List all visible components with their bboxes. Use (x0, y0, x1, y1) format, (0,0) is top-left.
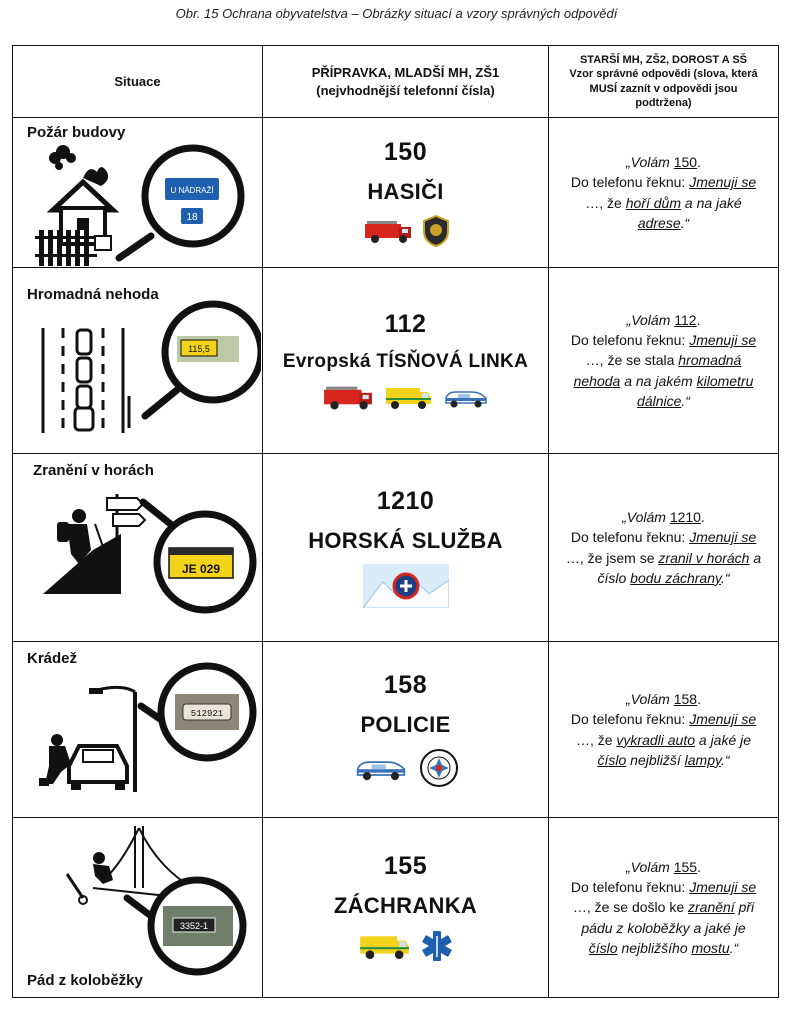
answer-underlined: dálnice (637, 392, 682, 409)
answer-text: „Volám (626, 153, 674, 170)
answer-text: nejbližší (626, 751, 685, 768)
firefighter-badge-icon (423, 215, 449, 247)
header-numbers-line1: PŘÍPRAVKA, MLADŠÍ MH, ZŠ1 (311, 64, 500, 80)
situation-title: Pád z koloběžky (27, 972, 143, 989)
answer-underlined: zranil v horách (658, 549, 750, 566)
header-answers-line3: MUSÍ zaznít v odpovědi jsou (589, 82, 738, 95)
ambulance-icon (384, 383, 432, 411)
answer-text: .“ (720, 569, 730, 586)
service-name: Evropská TÍSŇOVÁ LINKA (282, 351, 529, 372)
situation-title: Zranění v horách (33, 462, 154, 479)
table-row (13, 454, 779, 642)
answer-underlined: lampy (684, 751, 721, 768)
service-icons (263, 564, 548, 608)
answer-cell (549, 268, 779, 454)
answer-text: …, že se došlo ke (572, 899, 688, 916)
answer-text: …, že jsem se (565, 549, 659, 566)
fire-truck-icon (322, 383, 374, 411)
number-cell (263, 118, 549, 268)
car-theft-illustration (13, 642, 261, 816)
answer-underlined: číslo (597, 751, 627, 768)
fire-truck-icon (363, 218, 413, 244)
table-row (13, 818, 779, 998)
answer-underlined: bodu záchrany (630, 569, 721, 586)
lamp-number-text: 512921 (190, 709, 224, 719)
answer-text: .“ (729, 939, 739, 956)
mountain-rescue-logo-icon (363, 564, 449, 608)
caption-rest: – Obrázky situací a vzory správných odpovědí (347, 6, 618, 21)
answer-underlined: nehoda (573, 372, 621, 389)
answer-text: při (734, 899, 755, 916)
header-numbers-line2: (nejvhodnější telefonní čísla) (316, 82, 495, 98)
answer-underlined: zranění (688, 899, 735, 916)
header-answers-line1: STARŠÍ MH, ZŠ2, DOROST A SŠ (579, 53, 748, 66)
answer-text: „Volám (626, 311, 675, 328)
header-numbers (263, 46, 549, 118)
header-answers-line4: podtržena) (635, 96, 692, 109)
answer-text: a na jakém (620, 372, 697, 389)
answer-text: …, že se stala (585, 352, 679, 369)
answer-text: . (696, 311, 701, 328)
emergency-number: 1210 (376, 487, 435, 515)
service-name: HASIČI (367, 179, 444, 204)
answer-text: Do telefonu řeknu: (570, 174, 690, 191)
answer-underlined: Jmenuji se (689, 332, 757, 349)
table-row (13, 642, 779, 818)
header-answers (549, 46, 779, 118)
scooter-fall-illustration (13, 818, 261, 996)
answer-cell (549, 642, 779, 818)
caption-prefix: Obr. 15 Ochrana obyvatelstva (175, 6, 348, 21)
ambulance-icon (358, 931, 410, 961)
rescue-point-text: JE 029 (181, 562, 221, 576)
answer-text: „Volám (626, 690, 674, 707)
situation-cell (13, 454, 263, 642)
table-row (13, 118, 779, 268)
answer-cell (549, 818, 779, 998)
answer-text: …, že (585, 194, 626, 211)
highway-crash-illustration (13, 268, 261, 452)
answer-cell (549, 118, 779, 268)
service-name: HORSKÁ SLUŽBA (308, 528, 503, 553)
answer-underlined: adrese (637, 214, 681, 231)
emergency-number: 150 (383, 138, 428, 166)
emergency-number: 112 (384, 310, 427, 338)
service-name: POLICIE (360, 712, 451, 737)
answer-text: . (697, 858, 701, 875)
figure-caption (0, 6, 793, 21)
answer-underlined: Jmenuji se (689, 529, 757, 546)
answer-text: Do telefonu řeknu: (570, 879, 690, 896)
situation-title: Krádež (27, 650, 78, 667)
house-number-text: 18 (186, 212, 198, 223)
answer-text: nejbližšího (617, 939, 692, 956)
police-car-icon (353, 754, 409, 782)
header-answers-line2: Vzor správné odpovědi (slova, která (569, 68, 758, 81)
kilometer-sign-text: 115,5 (188, 344, 210, 354)
answer-text: . (697, 153, 701, 170)
situation-cell (13, 818, 263, 998)
emergency-number: 155 (383, 852, 428, 880)
police-badge-icon (419, 748, 459, 788)
answer-underlined: 155 (673, 858, 698, 875)
service-icons (263, 929, 548, 963)
answer-text: číslo (597, 569, 631, 586)
answer-text: …, že (575, 731, 617, 748)
answer-underlined: 112 (674, 311, 697, 328)
answer-text: .“ (720, 751, 730, 768)
answer-cell (549, 454, 779, 642)
mountain-hiker-illustration (13, 454, 261, 640)
answer-text: a na jaké (681, 194, 742, 211)
number-cell (263, 454, 549, 642)
table-row (13, 268, 779, 454)
answer-text: Do telefonu řeknu: (570, 711, 690, 728)
answer-text: pádu z koloběžky a jaké je (581, 919, 746, 936)
situation-title: Hromadná nehoda (27, 286, 159, 303)
situation-cell (13, 642, 263, 818)
answer-underlined: Jmenuji se (689, 174, 757, 191)
number-cell (263, 642, 549, 818)
service-name: ZÁCHRANKA (333, 893, 478, 918)
answer-underlined: mostu (691, 939, 730, 956)
answer-underlined: Jmenuji se (689, 711, 757, 728)
header-row (13, 46, 779, 118)
answer-text: „Volám (626, 858, 674, 875)
answer-text: .“ (680, 214, 690, 231)
answer-underlined: číslo (588, 939, 618, 956)
answer-underlined: Jmenuji se (689, 879, 757, 896)
answer-underlined: kilometru (696, 372, 754, 389)
answer-text: a (749, 549, 762, 566)
answer-underlined: 158 (673, 690, 698, 707)
situations-table (12, 45, 779, 998)
bridge-number-text: 3352-1 (179, 921, 209, 931)
answer-underlined: hromadná (678, 352, 742, 369)
answer-underlined: vykradli auto (616, 731, 695, 748)
answer-underlined: hoří dům (625, 194, 681, 211)
police-car-icon (442, 385, 490, 409)
answer-text: „Volám (622, 508, 670, 525)
situation-cell (13, 118, 263, 268)
answer-text: Do telefonu řeknu: (570, 529, 690, 546)
answer-text: a jaké je (695, 731, 752, 748)
answer-text: .“ (681, 392, 690, 409)
service-icons (263, 748, 548, 788)
situation-title: Požár budovy (27, 124, 126, 141)
burning-house-illustration (13, 118, 261, 266)
star-of-life-icon (420, 929, 454, 963)
emergency-number: 158 (383, 671, 428, 699)
situation-cell (13, 268, 263, 454)
answer-text: Do telefonu řeknu: (570, 332, 690, 349)
service-icons (263, 383, 548, 411)
street-sign-text: U NÁDRAŽÍ (170, 186, 214, 195)
service-icons (263, 215, 548, 247)
answer-underlined: 1210 (669, 508, 701, 525)
number-cell (263, 268, 549, 454)
number-cell (263, 818, 549, 998)
answer-underlined: 150 (673, 153, 698, 170)
header-situation: Situace (13, 46, 263, 118)
answer-text: . (700, 508, 705, 525)
answer-text: . (697, 690, 701, 707)
